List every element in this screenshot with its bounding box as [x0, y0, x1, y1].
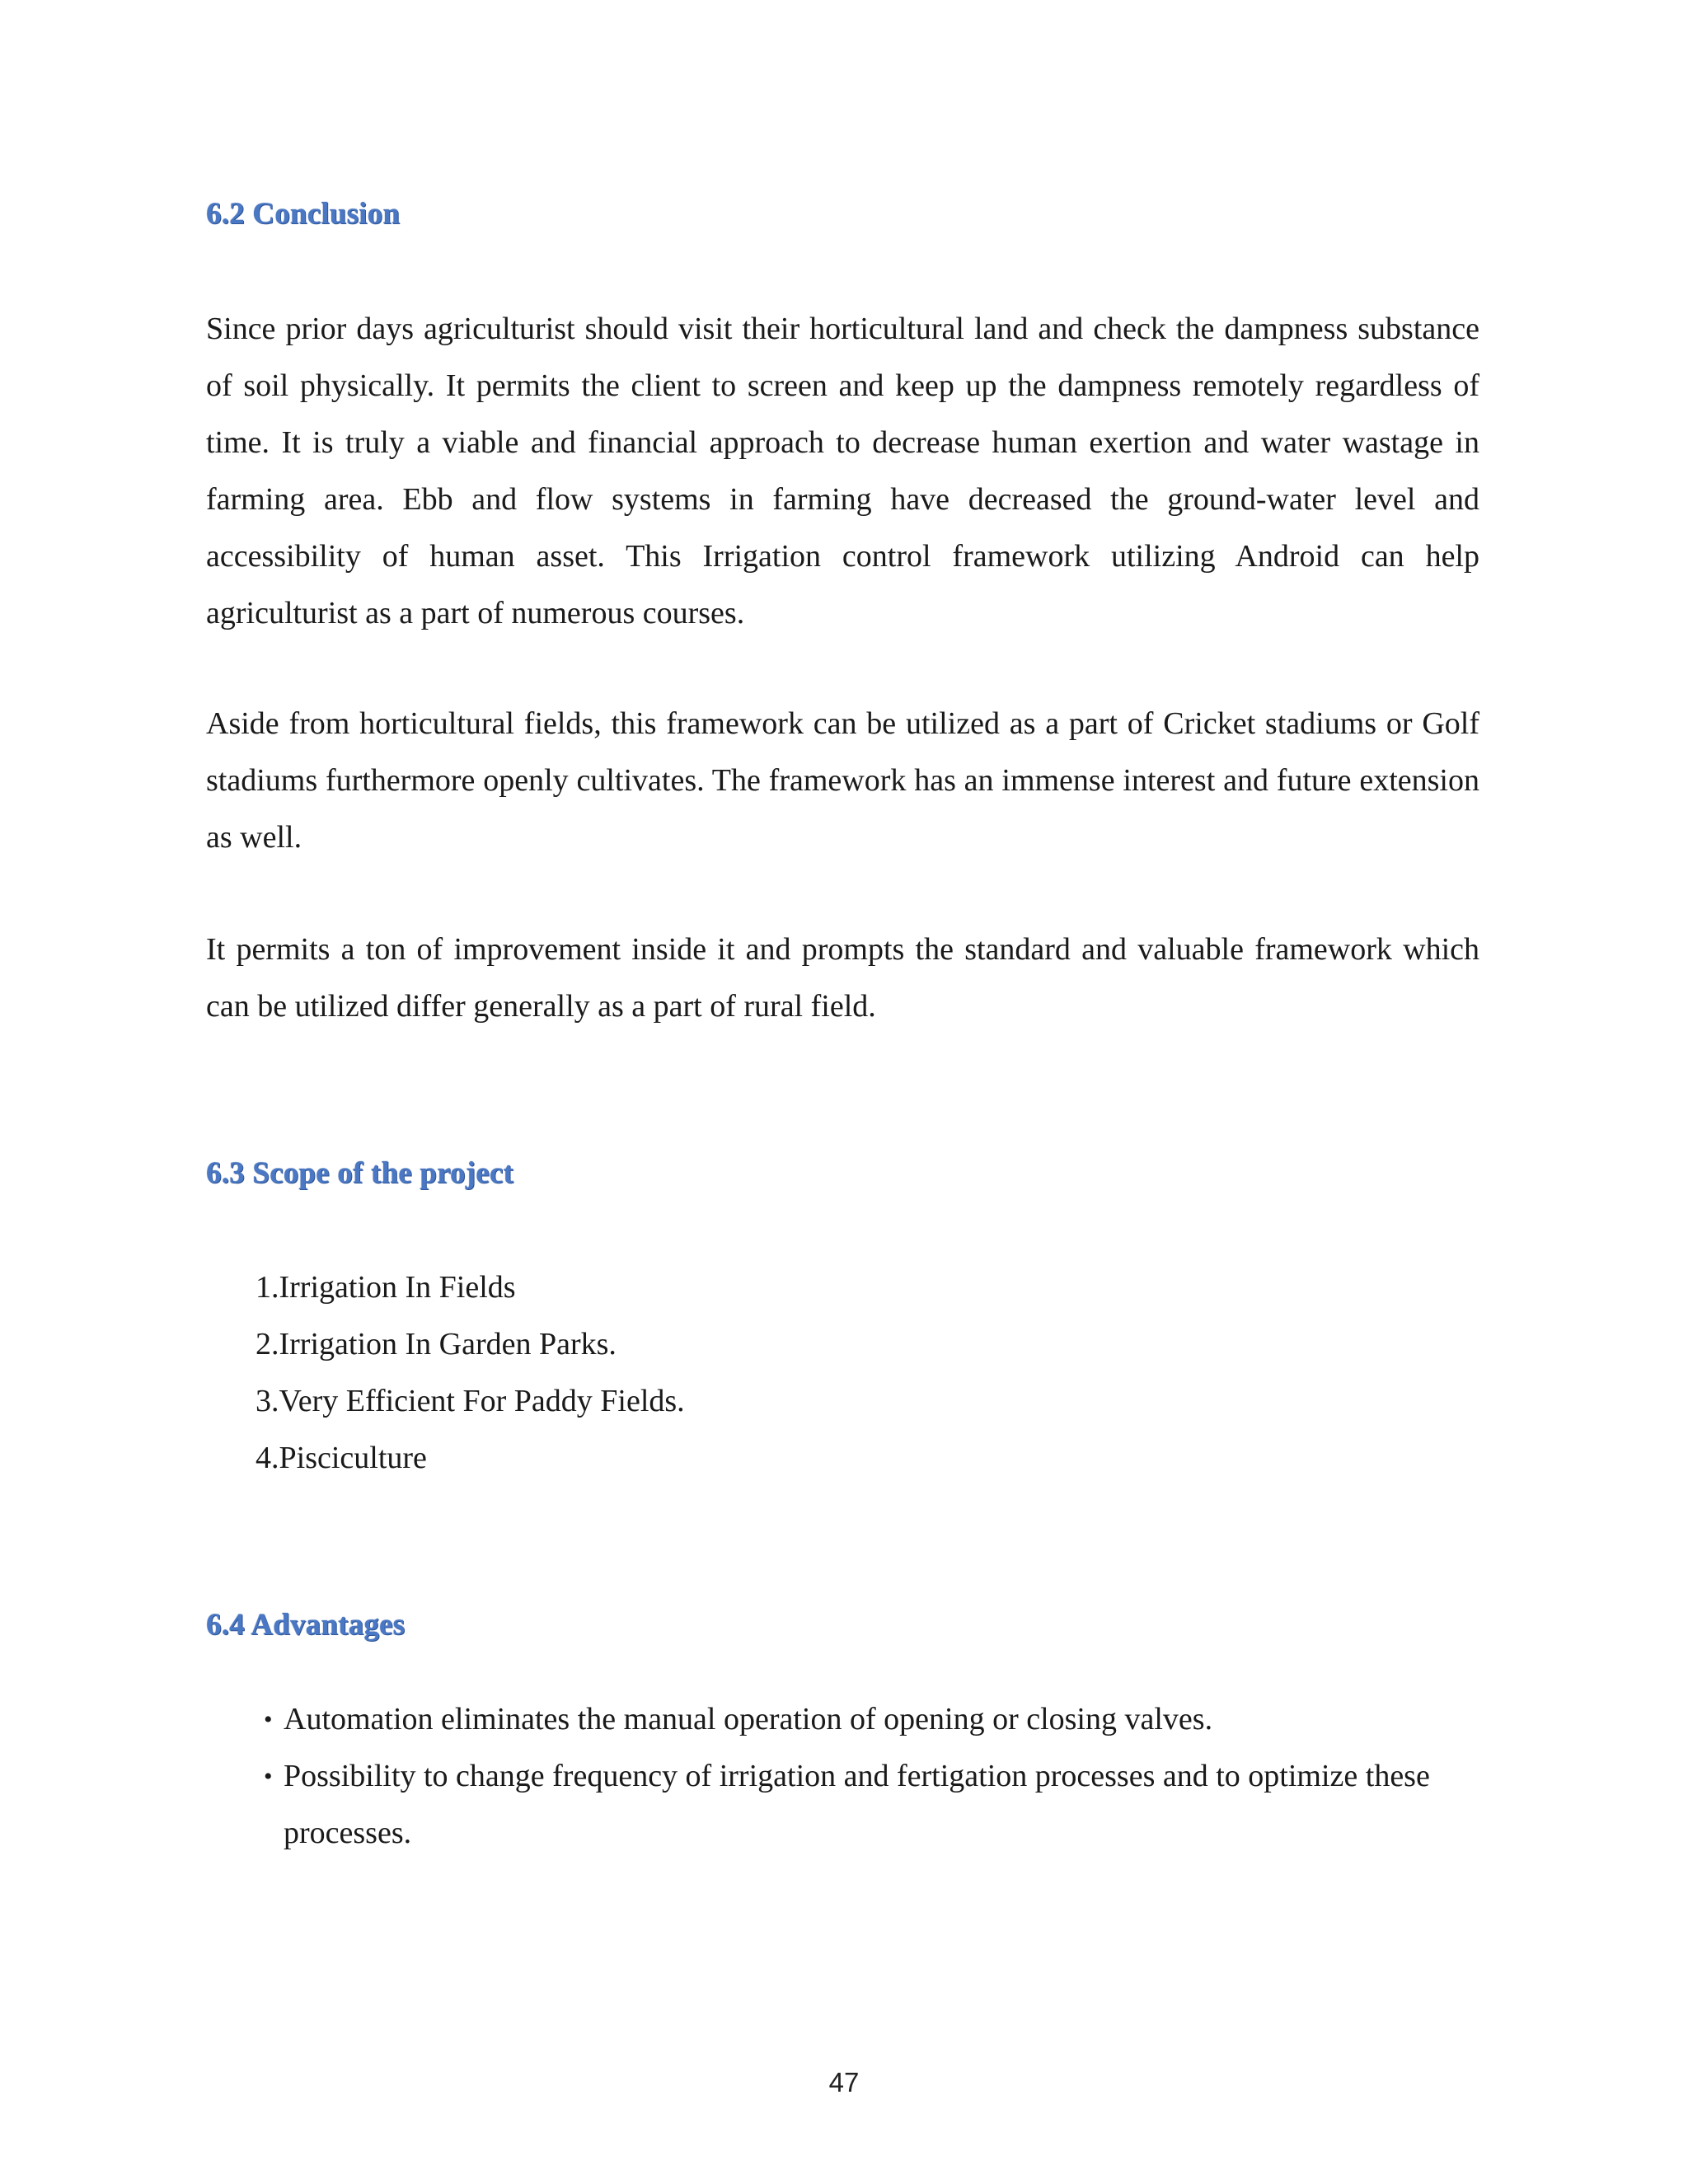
- advantages-list: [264, 1691, 1482, 1862]
- bullet-icon: •: [264, 1706, 273, 1733]
- list-item: [264, 1691, 1482, 1748]
- scope-heading: 6.3 Scope of the project: [206, 1156, 514, 1190]
- list-item: 1.Irrigation In Fields: [256, 1270, 516, 1305]
- scope-list: [256, 1259, 685, 1487]
- bullet-icon: •: [264, 1763, 273, 1790]
- page-number: 47: [828, 2067, 860, 2097]
- list-item: 4.Pisciculture: [256, 1441, 427, 1475]
- conclusion-heading: 6.2 Conclusion: [206, 197, 401, 231]
- list-item: [264, 1748, 1482, 1862]
- conclusion-paragraph-3: It permits a ton of improvement inside it and prompts the standard and valuable framework which can be utilized differ generally as a part of rural field.: [206, 932, 1479, 1024]
- conclusion-paragraph-2: Aside from horticultural fields, this framework can be utilized as a part of Cricket stadiums or Golf stadiums furthermore openly cultivates. The framework has an immense interest and future extension as well.: [206, 706, 1479, 855]
- list-item: 2.Irrigation In Garden Parks.: [256, 1327, 617, 1361]
- document-page: [206, 0, 1479, 2184]
- advantage-text: Automation eliminates the manual operation of opening or closing valves.: [284, 1702, 1213, 1736]
- advantage-text: Possibility to change frequency of irrigation and fertigation processes and to optimize these processes.: [284, 1759, 1430, 1850]
- advantages-heading: 6.4 Advantages: [206, 1608, 406, 1642]
- list-item: 3.Very Efficient For Paddy Fields.: [256, 1384, 685, 1418]
- conclusion-paragraph-1: Since prior days agriculturist should visit their horticultural land and check the dampness substance of soil physically. It permits the client to screen and keep up the dampness remotely regardless of time. It is truly a viable and financial approach to decrease human exertion and water wastage in farming area. Ebb and flow systems in farming have decreased the ground-water level and accessibility of human asset. This Irrigation control framework utilizing Android can help agriculturist as a part of numerous courses.: [206, 312, 1479, 630]
